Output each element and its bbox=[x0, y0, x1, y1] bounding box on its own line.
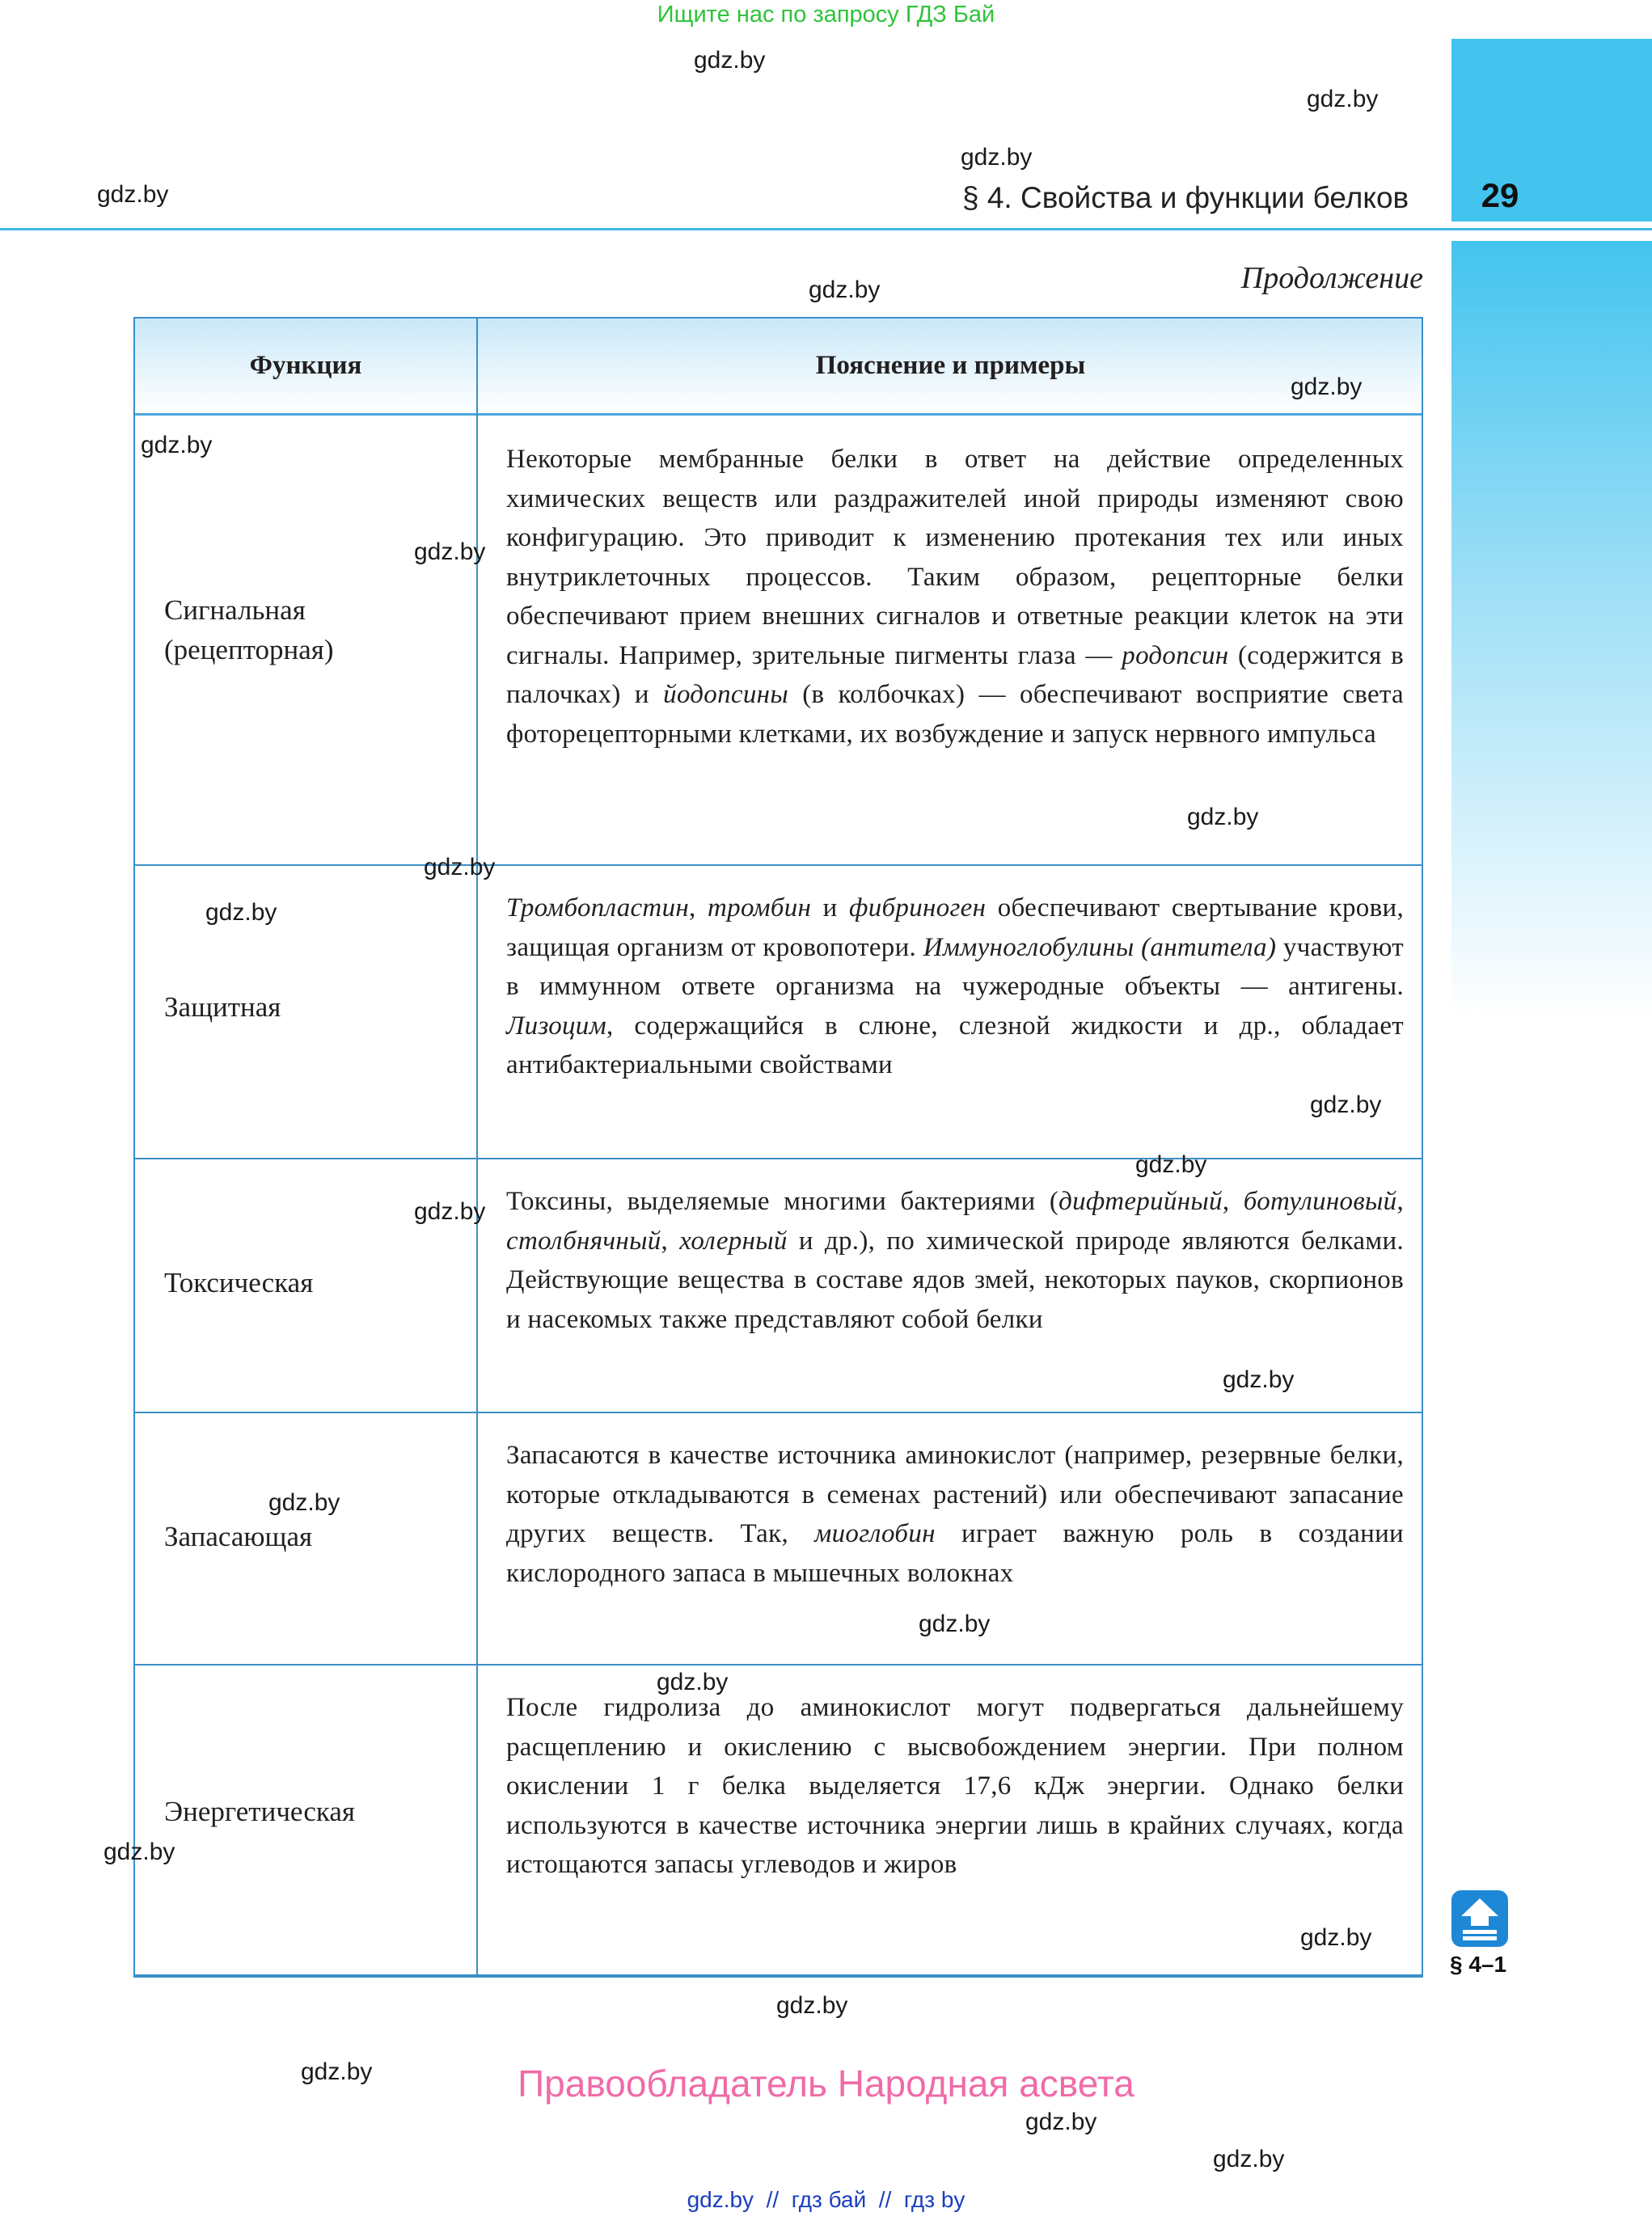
table-row bbox=[135, 416, 1422, 866]
watermark: gdz.by bbox=[141, 432, 213, 458]
continuation-label: Продолжение bbox=[1240, 261, 1423, 295]
function-name: Сигнальная (рецепторная) bbox=[164, 594, 334, 665]
italic-term: миоглобин bbox=[814, 1519, 936, 1548]
protein-functions-table bbox=[133, 317, 1423, 1978]
running-head: § 4. Свойства и функции белков bbox=[962, 181, 1409, 214]
italic-term: дифтерийный bbox=[1058, 1187, 1223, 1216]
description-text: , bbox=[1222, 1187, 1244, 1216]
watermark: gdz.by bbox=[1223, 1366, 1295, 1393]
italic-term: тромбин bbox=[708, 893, 812, 923]
description-text: играет важную роль в создании кислородного запаса в мышечных волокнах bbox=[506, 1519, 1404, 1588]
function-name: Энергетическая bbox=[164, 1796, 355, 1827]
description-text: участвуют в иммунном ответе организма на чужеродные объекты — антигены. bbox=[506, 932, 1405, 1001]
description-text: , bbox=[1396, 1187, 1404, 1216]
table-header bbox=[135, 319, 1422, 416]
description-text: , bbox=[689, 893, 708, 923]
header-rule bbox=[0, 228, 1652, 230]
table-row bbox=[135, 1413, 1422, 1666]
function-name: Токсическая bbox=[164, 1267, 314, 1298]
copyright-notice: Правообладатель Народная асвета bbox=[518, 2062, 1134, 2105]
top-banner: Ищите нас по запросу ГДЗ Бай bbox=[657, 2, 995, 27]
watermark: gdz.by bbox=[97, 181, 169, 208]
watermark: gdz.by bbox=[1025, 2109, 1097, 2135]
italic-term: Лизоцим bbox=[506, 1011, 606, 1041]
watermark: gdz.by bbox=[414, 1198, 486, 1225]
function-description bbox=[506, 440, 1404, 754]
description-text: обеспечивают свертывание крови, защищая организм от кровопотери. bbox=[506, 893, 1404, 962]
description-text: и bbox=[811, 893, 849, 923]
watermark: gdz.by bbox=[694, 47, 766, 74]
italic-term: родопсин bbox=[1122, 640, 1229, 670]
column-divider bbox=[476, 319, 478, 1976]
watermark: gdz.by bbox=[424, 854, 496, 880]
watermark: gdz.by bbox=[776, 1992, 848, 2019]
italic-term: Тромбопластин bbox=[506, 893, 690, 923]
watermark: gdz.by bbox=[1187, 804, 1259, 830]
function-description bbox=[506, 1436, 1404, 1593]
description-text: (содержится в палочках) и bbox=[506, 640, 1404, 709]
watermark: gdz.by bbox=[1300, 1924, 1372, 1951]
description-text: Запасаются в качестве источника аминокислот (например, резервные белки, которые откладываются в семенах растений) или обеспечивают запасание других веществ. Так, bbox=[506, 1441, 1404, 1548]
column-header-function: Функция bbox=[249, 351, 362, 380]
description-text: , bbox=[661, 1226, 680, 1256]
italic-term: Иммуноглобулины (антитела) bbox=[923, 932, 1277, 962]
watermark: gdz.by bbox=[301, 2058, 373, 2085]
watermark: gdz.by bbox=[1307, 86, 1379, 112]
description-text: , содержащийся в слюне, слезной жидкости и др., обладает антибактериальными свойствами bbox=[506, 1011, 1404, 1079]
italic-term: столбнячный bbox=[506, 1226, 661, 1256]
up-arrow-icon[interactable] bbox=[1451, 1890, 1508, 1947]
italic-term: ботулиновый bbox=[1243, 1187, 1397, 1216]
italic-term: фибриноген bbox=[849, 893, 987, 923]
footer-links[interactable]: gdz.by // гдз бай // гдз by bbox=[687, 2187, 965, 2212]
watermark: gdz.by bbox=[414, 538, 486, 565]
italic-term: йодопсины bbox=[663, 680, 788, 709]
function-description bbox=[506, 1182, 1404, 1339]
description-text: Некоторые мембранные белки в ответ на действие определенных химических веществ или раздражителей иной природы изменяют свою конфигурацию. Это приводит к изменению протекания тех или иных внутриклеточных процессов. Таким образом, рецепторные белки обеспечивают прием внешних сигналов и ответные реакции клеток на эти сигналы. Например, зрительные пигменты глаза — bbox=[506, 445, 1404, 670]
function-description bbox=[506, 1688, 1404, 1885]
description-text: и др.), по химической природе являются белками. Действующие вещества в составе ядов змей, некоторых пауков, скорпионов и насекомых также представляют собой белки bbox=[506, 1226, 1404, 1334]
watermark: gdz.by bbox=[657, 1669, 729, 1695]
function-description bbox=[506, 889, 1404, 1085]
column-header-explanation: Пояснение и примеры bbox=[815, 351, 1086, 380]
watermark: gdz.by bbox=[205, 899, 277, 926]
watermark: gdz.by bbox=[1213, 2146, 1285, 2172]
section-reference-label[interactable]: § 4–1 bbox=[1450, 1952, 1507, 1977]
description-text: (в колбочках) — обеспечивают восприятие света фоторецепторными клетками, их возбуждение и запуск нервного импульса bbox=[506, 680, 1404, 749]
table-row bbox=[135, 1666, 1422, 1976]
watermark: gdz.by bbox=[268, 1489, 340, 1516]
function-name: Запасающая bbox=[164, 1521, 313, 1552]
watermark: gdz.by bbox=[1310, 1091, 1382, 1118]
description-text: После гидролиза до аминокислот могут подвергаться дальнейшему расщеплению и окислению с высвобождением энергии. При полном окислении 1 г белка выделяется 17,6 кДж энергии. Однако белки используются в качестве источника энергии лишь в крайних случаях, когда истощаются запасы углеводов и жиров bbox=[506, 1693, 1404, 1879]
function-name: Защитная bbox=[164, 991, 281, 1023]
watermark: gdz.by bbox=[961, 144, 1033, 171]
description-text: Токсины, выделяемые многими бактериями ( bbox=[506, 1187, 1059, 1216]
watermark: gdz.by bbox=[104, 1839, 175, 1865]
italic-term: холерный bbox=[679, 1226, 788, 1256]
page-number: 29 bbox=[1481, 176, 1519, 214]
watermark: gdz.by bbox=[919, 1611, 991, 1637]
side-gradient-bar bbox=[1451, 241, 1652, 1017]
watermark: gdz.by bbox=[809, 277, 881, 303]
watermark: gdz.by bbox=[1135, 1151, 1207, 1178]
table-row bbox=[135, 866, 1422, 1159]
watermark: gdz.by bbox=[1291, 374, 1363, 400]
